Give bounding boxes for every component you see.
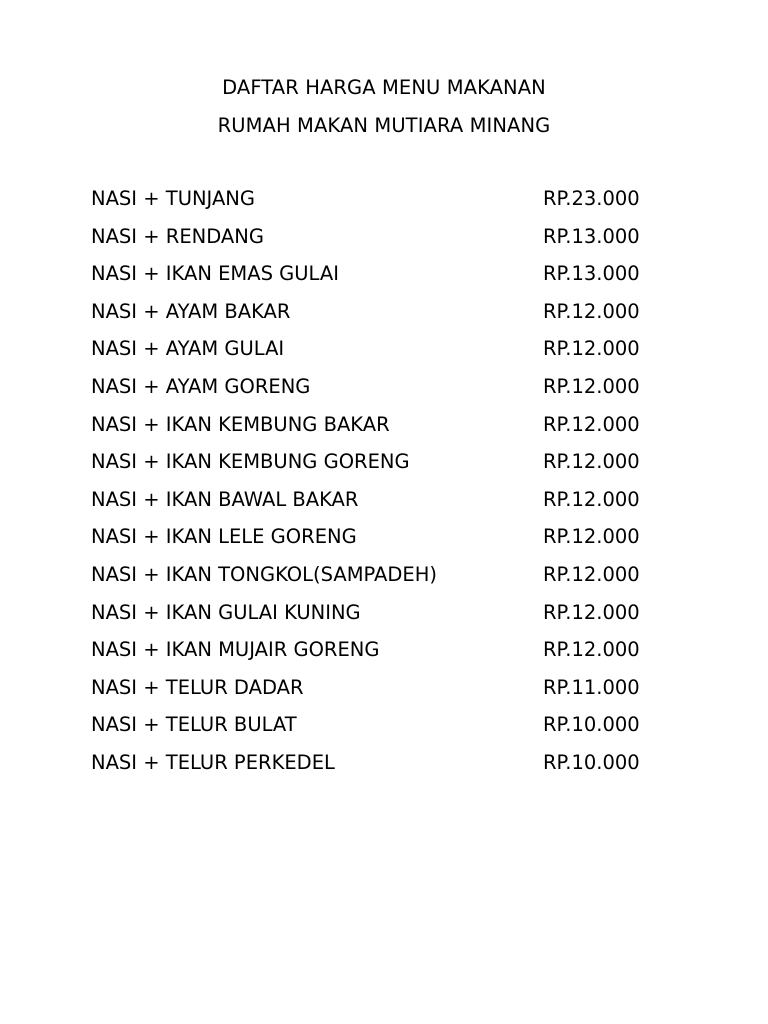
menu-item-price: RP.12.000 [543, 525, 640, 549]
menu-item-price: RP.12.000 [543, 638, 640, 662]
menu-item-price: RP.12.000 [543, 487, 640, 511]
menu-item-name: NASI + RENDANG [91, 224, 264, 248]
menu-row [91, 374, 681, 412]
menu-row [91, 487, 681, 525]
menu-item-name: NASI + IKAN GULAI KUNING [91, 600, 361, 624]
menu-row [91, 750, 681, 788]
menu-row [91, 637, 681, 675]
menu-row [91, 224, 681, 262]
menu-item-price: RP.10.000 [543, 713, 640, 737]
menu-item-price: RP.12.000 [543, 374, 640, 398]
menu-row [91, 562, 681, 600]
menu-item-price: RP.23.000 [543, 187, 640, 210]
menu-item-name: NASI + IKAN LELE GORENG [91, 525, 357, 549]
menu-item-name: NASI + TUNJANG [91, 187, 256, 210]
page-title: DAFTAR HARGA MENU MAKANAN [222, 76, 546, 99]
menu-item-price: RP.13.000 [543, 224, 640, 248]
menu-item-name: NASI + TELUR BULAT [91, 713, 297, 737]
menu-row [91, 449, 681, 487]
menu-item-name: NASI + TELUR PERKEDEL [91, 750, 335, 774]
menu-row [91, 600, 681, 638]
menu-item-price: RP.13.000 [543, 262, 640, 286]
menu-row [91, 186, 681, 224]
menu-row [91, 412, 681, 450]
menu-item-name: NASI + AYAM BAKAR [91, 299, 291, 323]
menu-price-list [91, 186, 681, 788]
menu-item-price: RP.12.000 [543, 337, 640, 361]
menu-item-price: RP.12.000 [543, 600, 640, 624]
menu-item-price: RP.11.000 [543, 675, 640, 699]
menu-item-price: RP.12.000 [543, 562, 640, 586]
menu-row [91, 261, 681, 299]
menu-row [91, 675, 681, 713]
menu-item-name: NASI + TELUR DADAR [91, 675, 304, 699]
menu-item-name: NASI + IKAN MUJAIR GORENG [91, 638, 380, 662]
menu-row [91, 299, 681, 337]
menu-item-name: NASI + IKAN TONGKOL(SAMPADEH) [91, 562, 437, 586]
menu-row [91, 524, 681, 562]
menu-item-name: NASI + IKAN BAWAL BAKAR [91, 487, 359, 511]
restaurant-name: RUMAH MAKAN MUTIARA MINANG [217, 114, 551, 137]
menu-item-price: RP.10.000 [543, 750, 640, 774]
menu-item-price: RP.12.000 [543, 412, 640, 436]
menu-item-name: NASI + IKAN KEMBUNG BAKAR [91, 412, 390, 436]
menu-item-name: NASI + IKAN KEMBUNG GORENG [91, 450, 410, 474]
menu-row [91, 336, 681, 374]
menu-row [91, 712, 681, 750]
menu-item-price: RP.12.000 [543, 450, 640, 474]
menu-item-name: NASI + IKAN EMAS GULAI [91, 262, 339, 286]
menu-item-price: RP.12.000 [543, 299, 640, 323]
menu-item-name: NASI + AYAM GORENG [91, 374, 311, 398]
menu-item-name: NASI + AYAM GULAI [91, 337, 285, 361]
